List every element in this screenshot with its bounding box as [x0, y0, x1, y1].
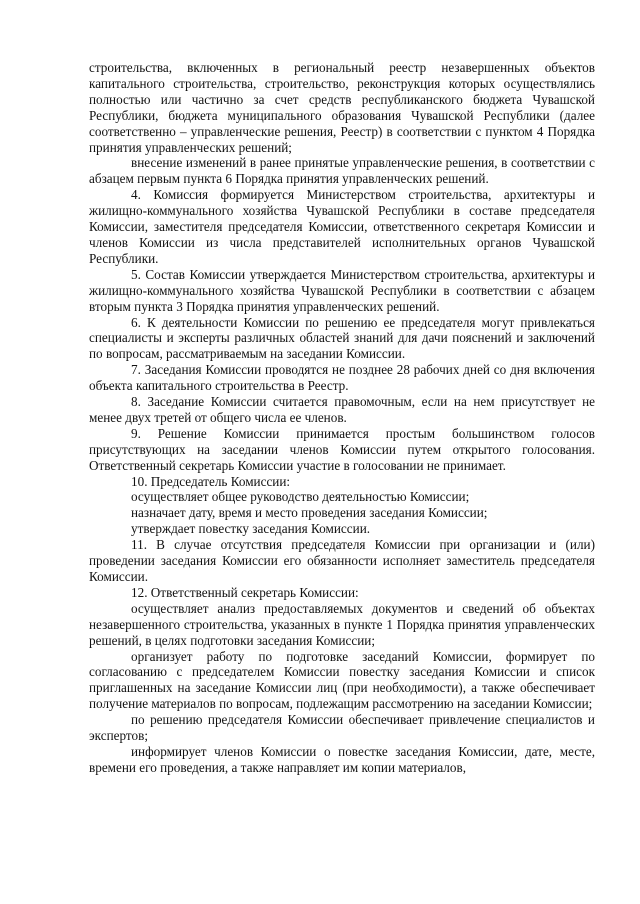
paragraph-item-10: 10. Председатель Комиссии: [131, 473, 291, 489]
paragraph-item-6: 6. К деятельности Комиссии по решению ее председателя могут привлекаться специалисты и эксперты различных областей знаний для дачи пояснений и заключений по вопросам, рассматриваемым на заседании Комиссии. [89, 314, 595, 362]
paragraph-chair-duty-1: осуществляет общее руководство деятельностью Комиссии; [131, 489, 470, 505]
paragraph-item-8: 8. Заседание Комиссии считается правомочным, если на нем присутствует не менее двух третей от общего числа ее членов. [89, 394, 595, 425]
paragraph-item-12: 12. Ответственный секретарь Комиссии: [131, 584, 359, 600]
paragraph-item-11: 11. В случае отсутствия председателя Комиссии при организации и (или) проведении заседания Комиссии его обязанности исполняет заместитель председателя Комиссии. [89, 537, 595, 584]
paragraph-secretary-duty-1: осуществляет анализ предоставляемых документов и сведений об объектах незавершенного строительства, указанных в пункте 1 Порядка принятия управленческих решений, в целях подготовки заседания Комиссии; [89, 600, 595, 648]
paragraph-item-9: 9. Решение Комиссии принимается простым большинством голосов присутствующих на заседании членов Комиссии путем открытого голосования. Ответственный секретарь Комиссии участие в голосовании не принимает. [89, 425, 595, 473]
paragraph-continuation: строительства, включенных в региональный реестр незавершенных объектов капитального строительства, строительство, реконструкция которых осуществлялись полностью или частично за счет средств республиканского бюджета Чувашской Республики, бюджета муниципального образования Чувашской Республики (далее соответственно – управленческие решения, Реестр) в соответствии с пунктом 4 Порядка принятия управленческих решений; [89, 60, 595, 155]
paragraph-chair-duty-2: назначает дату, время и место проведения заседания Комиссии; [131, 505, 488, 521]
paragraph-secretary-duty-2: организует работу по подготовке заседаний Комиссии, формирует по согласованию с председателем Комиссии повестку заседания Комиссии и список приглашенных на заседание Комиссии лиц (при необходимости), а также обеспечивает получение материалов по вопросам, подлежащим рассмотрению на заседании Комиссии; [89, 648, 595, 712]
document-page [89, 60, 595, 776]
paragraph-item-4: 4. Комиссия формируется Министерством строительства, архитектуры и жилищно-коммунального хозяйства Чувашской Республики в составе председателя Комиссии, заместителя председателя Комиссии, ответственного секретаря Комиссии и членов Комиссии из числа представителей исполнительных органов Чувашской Республики. [89, 187, 595, 266]
paragraph-item-5: 5. Состав Комиссии утверждается Министерством строительства, архитектуры и жилищно-коммунального хозяйства Чувашской Республики в соответствии с абзацем вторым пункта 3 Порядка принятия управленческих решений. [89, 266, 595, 314]
paragraph-secretary-duty-3: по решению председателя Комиссии обеспечивает привлечение специалистов и экспертов; [89, 712, 595, 744]
paragraph-amendments: внесение изменений в ранее принятые управленческие решения, в соответствии с абзацем первым пункта 6 Порядка принятия управленческих решений. [89, 155, 595, 187]
paragraph-secretary-duty-4: информирует членов Комиссии о повестке заседания Комиссии, дате, месте, времени его проведения, а также направляет им копии материалов, [89, 743, 595, 775]
paragraph-chair-duty-3: утверждает повестку заседания Комиссии. [131, 521, 371, 537]
paragraph-item-7: 7. Заседания Комиссии проводятся не позднее 28 рабочих дней со дня включения объекта капитального строительства в Реестр. [89, 362, 595, 394]
